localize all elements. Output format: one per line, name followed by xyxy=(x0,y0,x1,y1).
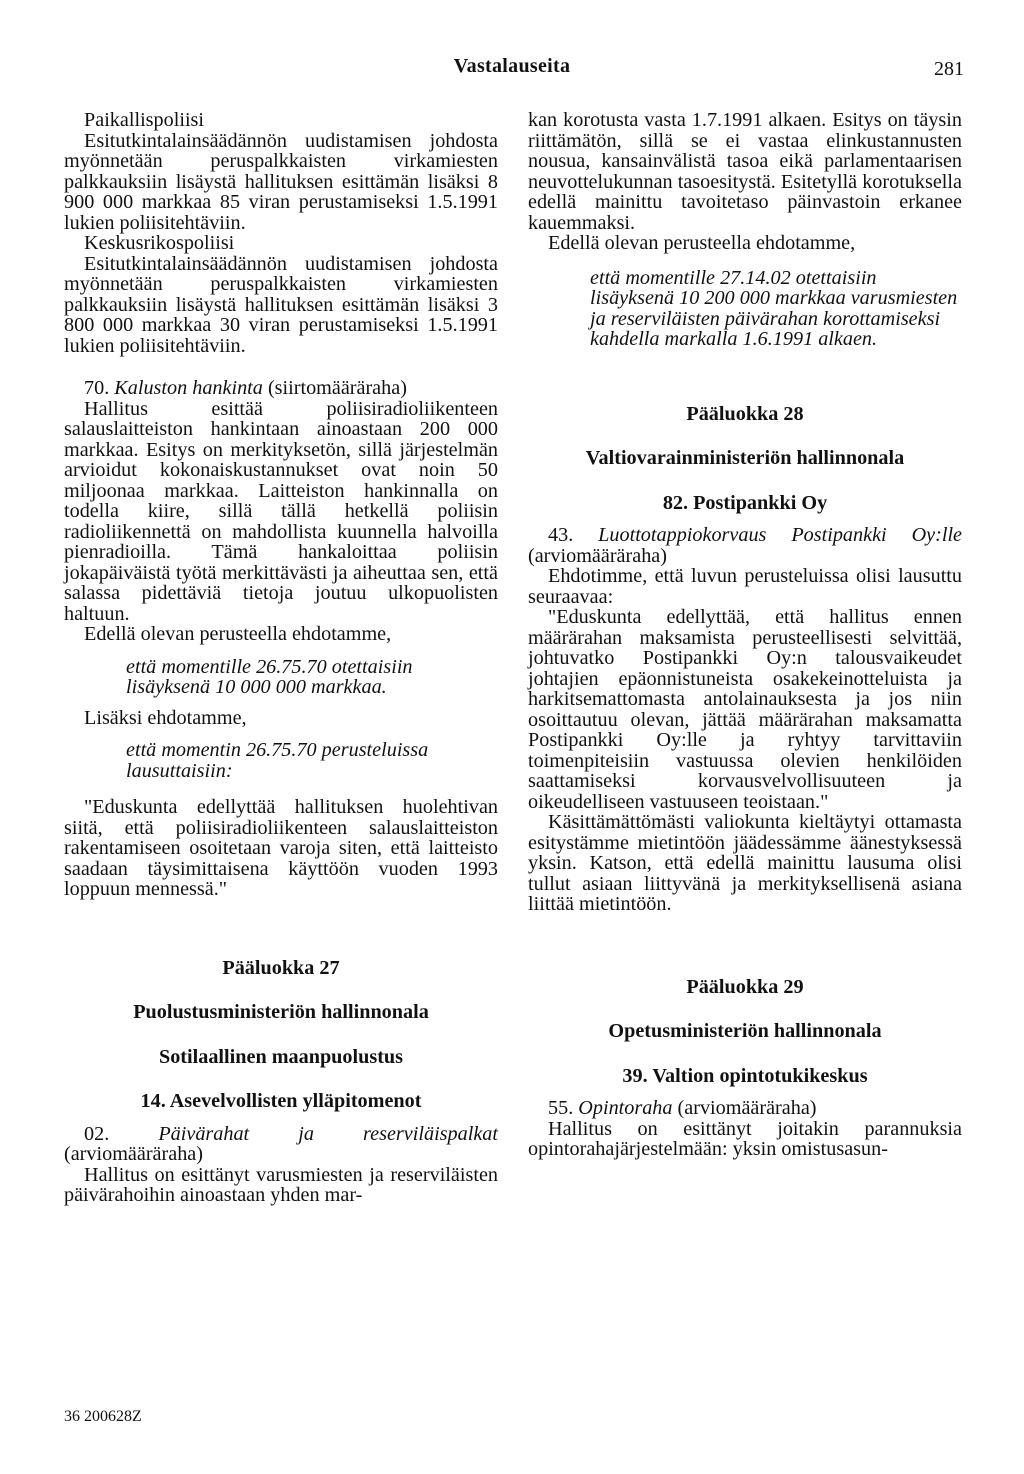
page-number: 281 xyxy=(934,58,964,80)
paragraph-continuation: kan korotusta vasta 1.7.1991 alkaen. Esitys on täysin riittämätön, sillä se ei vastaa elinkustannusten nousua, kansainvälistä tasoa eikä parlamentaarisen neuvottelukunnan tasoesitystä. Esitetyllä korotuksella edellä mainittu tavoitetaso päinvastoin erkanee kauemmaksi. xyxy=(528,109,962,234)
heading-ministry-of-defence: Puolustusministeriön hallinnonala xyxy=(133,1001,429,1023)
heading-main-class-27: Pääluokka 27 xyxy=(222,956,340,979)
item-02-heading xyxy=(64,1124,498,1165)
heading-military-defence: Sotilaallinen maanpuolustus xyxy=(158,1045,403,1068)
item-02-title: Päivärahat ja reserviläispalkat xyxy=(158,1122,498,1145)
heading-ministry-of-education: Opetusministeriön hallinnonala xyxy=(608,1020,882,1042)
left-column xyxy=(64,110,498,1206)
item-55-title: Opintoraha xyxy=(578,1097,673,1119)
item-70-heading xyxy=(64,378,498,399)
page-footer-code: 36 200628Z xyxy=(64,1408,142,1425)
proposal-26-75-70: että momentille 26.75.70 otettaisiin lisäyksenä 10 000 000 markkaa. xyxy=(126,655,413,698)
heading-ministry-of-finance: Valtiovarainministeriön hallinnonala xyxy=(585,447,905,469)
paragraph-central-crime-police: Esitutkintalainsäädännön uudistamisen johdosta myönnetään peruspalkkaisten virkamiesten palkkauksiin lisäystä hallituksen esittämän lisäksi 3 800 000 markkaa 30 viran perustamiseksi 1.5.1991 lukien poliisitehtäviin. xyxy=(64,252,498,357)
item-43-type: (arviomääräraha) xyxy=(528,544,667,567)
paragraph-item-02: Hallitus on esittänyt varusmiesten ja reserviläisten päivärahoihin ainoastaan yhden mar- xyxy=(64,1163,498,1206)
heading-main-class-29: Pääluokka 29 xyxy=(686,975,804,998)
heading-chapter-14: 14. Asevelvollisten ylläpitomenot xyxy=(140,1090,422,1112)
item-70-title: Kaluston hankinta xyxy=(114,377,263,399)
page-header-title: Vastalauseita xyxy=(453,55,571,77)
paragraph-item-70: Hallitus esittää poliisiradioliikenteen salauslaitteiston hankintaan ainoastaan 200 000 markkaa. Esitys on merkityksetön, sillä järjestelmän arvioidut kokonaiskustannukset ovat noin 50 miljoonaa markkaa. Laitteiston hankinnalla on todella kiire, sillä tällä hetkellä poliisin radioliikennettä on mahdollista kuunnella halvoilla pienradioilla. Tämä hankaloittaa poliisin jokapäiväistä työtä merkittävästi ja aiheuttaa sen, että salassa pidettäviä tietoja joutuu ulkopuolisten haltuun. xyxy=(64,397,498,625)
item-55-type: (arviomääräraha) xyxy=(677,1097,817,1119)
paragraph-committee-refusal: Käsittämättömästi valiokunta kieltäytyi ottamasta esitystämme mietintöön jäädessämme äänestyksessä yksin. Katson, että edellä mainittu lausuma olisi tullut asiaan liittyvänä ja merkityksellisenä asiana liittää mietintöön. xyxy=(528,811,962,915)
basis-line: Edellä olevan perusteella ehdotamme, xyxy=(84,623,392,645)
heading-chapter-82: 82. Postipankki Oy xyxy=(662,491,828,514)
item-43-title: Luottotappiokorvaus Postipankki Oy:lle xyxy=(598,524,963,546)
item-43-heading xyxy=(528,525,962,566)
quote-postipankki: "Eduskunta edellyttää, että hallitus ennen määrärahan maksamista perusteellisesti selvittää, johtuvatko Postipankki Oy:n talousvaikeudet johtajien epäonnistuneista osakekeinotteluista ja harkitsemattomasta antolainauksesta ja jos niin osoittautuu olevan, jättää määrärahan maksamatta Postipankki Oy:lle ja ryhtyy tarvittaviin toimenpiteisiin vastuussa olevien henkilöiden saattamiseksi korvausvelvollisuuteen ja oikeudelliseen vastuuseen teoistaan." xyxy=(528,606,962,813)
proposal-26-75-70-justification: että momentin 26.75.70 perusteluissa lausuttaisiin: xyxy=(126,739,429,782)
heading-chapter-39: 39. Valtion opintotukikeskus xyxy=(622,1064,868,1087)
basis-line-right: Edellä olevan perusteella ehdotamme, xyxy=(548,232,856,254)
paragraph-item-55: Hallitus on esittänyt joitakin parannuksia opintorahajärjestelmään: yksin omistusasun- xyxy=(528,1117,962,1160)
heading-main-class-28: Pääluokka 28 xyxy=(686,402,804,425)
item-02-type: (arviomääräraha) xyxy=(64,1143,203,1165)
proposal-27-14-02: että momentille 27.14.02 otettaisiin lisäyksenä 10 200 000 markkaa varusmiesten ja reserviläisten päivärahan korottamiseksi kahdella markalla 1.6.1991 alkaen. xyxy=(590,266,958,350)
paragraph-local-police: Esitutkintalainsäädännön uudistamisen johdosta myönnetään peruspalkkaisten virkamiesten palkkauksiin lisäystä hallituksen esittämän lisäksi 8 900 000 markkaa 85 viran perustamiseksi 1.5.1991 lukien poliisitehtäviin. xyxy=(64,129,498,234)
section-heading-local-police: Paikallispoliisi xyxy=(84,109,205,131)
right-column xyxy=(528,110,962,1160)
item-55-number: 55. xyxy=(548,1097,574,1119)
additional-proposal-line: Lisäksi ehdotamme, xyxy=(84,706,247,729)
paragraph-item-43: Ehdotimme, että luvun perusteluissa olisi lausuttu seuraavaa: xyxy=(528,565,962,608)
section-heading-central-crime-police: Keskusrikospoliisi xyxy=(84,232,235,254)
item-70-number: 70. xyxy=(84,377,110,399)
item-43-number: 43. xyxy=(548,524,574,546)
item-70-type: (siirtomääräraha) xyxy=(267,377,407,399)
item-55-heading xyxy=(528,1098,962,1119)
quote-radio-encryption: "Eduskunta edellyttää hallituksen huolehtivan siitä, että poliisiradioliikenteen salauslaitteiston rakentamiseen osoitetaan varoja siten, että laitteisto saadaan täysimittaisena käyttöön vuoden 1993 loppuun mennessä." xyxy=(64,796,498,900)
item-02-number: 02. xyxy=(84,1122,110,1145)
